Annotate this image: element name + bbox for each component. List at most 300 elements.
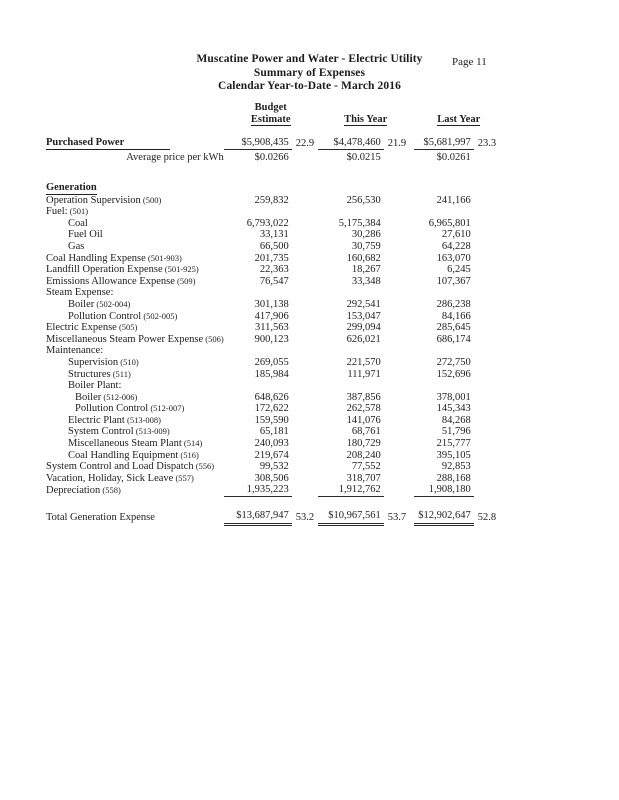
account-code: (512-006) [101,391,138,402]
account-code: (501-925) [162,264,199,275]
row-label-text: Supervision (510) [68,356,139,368]
estimate-header-label: Estimate [250,114,291,125]
amount-this-year: 153,047 [346,310,381,322]
amount-budget-estimate: 159,590 [254,414,289,426]
table-row [46,322,504,334]
header-spacer-cell [414,100,504,113]
pct-last-year [474,392,504,404]
pct-budget-estimate [292,461,318,473]
table-row [46,195,504,207]
amount-this-year [318,287,384,299]
row-label-text: Total Generation Expense [46,511,155,523]
amount-this-year: $10,967,561 [318,506,384,525]
row-label-text: Miscellaneous Steam Power Expense (506) [46,333,224,345]
amount-budget-estimate: 648,626 [254,391,289,403]
header-spacer-cell [46,100,224,113]
row-label [46,135,224,150]
row-label [46,241,224,253]
table-row [46,229,504,241]
amount-last-year: 215,777 [436,438,471,450]
pct-this-year [384,334,414,346]
amount-last-year: 107,367 [436,275,471,287]
pct-budget-estimate: 22.9 [295,137,315,149]
pct-last-year: 52.8 [477,511,497,523]
pct-this-year [384,206,414,218]
pct-last-year [474,322,504,334]
row-label-text: Fuel Oil [68,229,103,241]
amount-this-year [318,380,384,392]
table-row [46,392,504,404]
amount-last-year: 285,645 [436,322,471,334]
row-label-text: Boiler (512-006) [75,391,138,403]
pct-last-year [474,484,504,496]
column-header-row [46,113,504,126]
amount-this-year: 299,094 [346,322,381,334]
pct-this-year [384,461,414,473]
account-code: (506) [203,333,224,344]
table-row [46,135,504,150]
amount-last-year: 163,070 [436,252,471,264]
table-row [46,253,504,265]
row-label [46,206,224,218]
pct-budget-estimate [292,438,318,450]
row-label [46,253,224,265]
account-code: (500) [140,194,162,205]
table-row [46,357,504,369]
row-label-text: Electric Expense (505) [46,322,138,334]
amount-last-year: 1,908,180 [414,484,474,496]
table-row [46,484,504,496]
account-code: (505) [116,322,138,333]
pct-this-year: 53.7 [387,511,407,523]
pct-budget-estimate [292,182,318,195]
amount-last-year: 288,168 [436,472,471,484]
row-label-text: Boiler Plant: [68,380,122,392]
last-year-header-label: Last Year [437,114,481,125]
pct-this-year [384,450,414,462]
row-label-text: Pollution Control (512-007) [75,403,185,415]
row-label-text: Electric Plant (513-008) [68,414,161,426]
pct-budget-estimate [292,450,318,462]
pct-this-year [384,322,414,334]
row-label [46,334,224,346]
document-header [0,0,619,94]
pct-last-year [474,229,504,241]
spacer-row [46,126,504,135]
row-label [46,369,224,381]
pct-last-year [474,241,504,253]
pct-this-year [384,150,414,165]
row-label [46,195,224,207]
row-label-text: Maintenance: [46,345,104,357]
row-label-text: Emissions Allowance Expense (509) [46,275,196,287]
row-label [46,484,224,496]
pct-last-year [474,357,504,369]
table-row [46,426,504,438]
amount-this-year: 5,175,384 [338,217,381,229]
amount-budget-estimate: 259,832 [254,194,289,206]
row-label [46,426,224,438]
pct-last-year [474,253,504,265]
pct-budget-estimate [292,345,318,357]
pct-budget-estimate [292,369,318,381]
pct-budget-estimate [292,150,318,165]
table-row [46,380,504,392]
pct-budget-estimate [292,195,318,207]
pct-budget-estimate [292,311,318,323]
pct-this-year [384,287,414,299]
pct-last-year [474,450,504,462]
pct-last-year: 23.3 [477,137,497,149]
pct-this-year [384,392,414,404]
row-label [46,150,224,165]
pct-last-year [474,182,504,195]
table-row [46,369,504,381]
spacer-row [46,164,504,182]
amount-last-year: 378,001 [436,391,471,403]
row-label-text: Average price per kWh [126,152,224,164]
row-label-text: Coal Handling Expense (501-903) [46,252,182,264]
expense-table [46,100,504,526]
account-code: (502-005) [141,310,178,321]
budget-header-label: Budget [254,102,287,113]
amount-this-year: 30,759 [351,240,381,252]
pct-this-year [384,195,414,207]
pct-last-year [474,311,504,323]
pct-budget-estimate [292,276,318,288]
amount-last-year: $0.0261 [436,152,471,164]
account-code: (516) [178,449,199,460]
table-row [46,276,504,288]
table-row [46,506,504,525]
row-label [46,322,224,334]
row-label [46,506,224,525]
pct-this-year [384,426,414,438]
pct-last-year [474,473,504,485]
amount-last-year: $5,681,997 [414,135,474,150]
amount-budget-estimate [224,287,292,299]
pct-this-year [384,311,414,323]
row-label [46,403,224,415]
pct-last-year [474,369,504,381]
row-label-text: Gas [68,240,85,252]
pct-last-year [474,206,504,218]
amount-budget-estimate: 65,181 [259,426,289,438]
amount-last-year: 27,610 [441,229,471,241]
amount-last-year: 6,965,801 [428,217,471,229]
table-row [46,182,504,195]
row-label [46,218,224,230]
pct-last-year [474,403,504,415]
table-row [46,150,504,165]
row-label [46,357,224,369]
amount-budget-estimate: 219,674 [254,449,289,461]
pct-this-year [384,369,414,381]
header-spacer-cell [46,113,224,126]
row-label [46,182,224,195]
pct-this-year: 21.9 [387,137,407,149]
amount-this-year: 33,348 [351,275,381,287]
pct-budget-estimate [292,415,318,427]
amount-this-year: 221,570 [346,356,381,368]
row-label [46,299,224,311]
row-label-text: System Control and Load Dispatch (556) [46,461,215,473]
pct-this-year [384,415,414,427]
amount-this-year: 111,971 [347,368,381,380]
spacer-cell [46,497,504,507]
table-row [46,287,504,299]
row-label [46,392,224,404]
pct-this-year [384,264,414,276]
amount-last-year: 6,245 [447,264,471,276]
amount-last-year: 241,166 [436,194,471,206]
spacer-row [46,497,504,507]
amount-this-year: 256,530 [346,194,381,206]
amount-last-year: 84,268 [441,414,471,426]
account-code: (513-009) [133,426,170,437]
table-row [46,334,504,346]
amount-last-year: 145,343 [436,403,471,415]
expense-table-body [46,135,504,525]
amount-this-year: 1,912,762 [318,484,384,496]
amount-last-year: 395,105 [436,449,471,461]
table-row [46,450,504,462]
pct-budget-estimate [292,392,318,404]
account-code: (501-903) [145,252,182,263]
pct-budget-estimate [292,380,318,392]
row-label-text: Coal Handling Equipment (516) [68,449,199,461]
pct-budget-estimate: 53.2 [295,511,315,523]
amount-last-year [414,287,474,299]
column-header-budget-top [224,100,318,113]
table-row [46,461,504,473]
table-row [46,438,504,450]
table-row [46,218,504,230]
pct-budget-estimate [292,299,318,311]
pct-last-year [474,276,504,288]
amount-budget-estimate: 33,131 [259,229,289,241]
header-spacer-cell [318,100,414,113]
pct-last-year [474,287,504,299]
amount-budget-estimate: 269,055 [254,356,289,368]
row-label [46,450,224,462]
account-code: (510) [118,356,139,367]
amount-budget-estimate: 99,532 [259,461,289,473]
row-label-text: Miscellaneous Steam Plant (514) [68,438,203,450]
page-title: Muscatine Power and Water - Electric Utility [196,53,423,65]
amount-last-year [414,206,474,218]
amount-last-year: 152,696 [436,368,471,380]
pct-budget-estimate [292,206,318,218]
pct-this-year [384,182,414,195]
row-label-text: Structures (511) [68,368,131,380]
amount-budget-estimate: 185,984 [254,368,289,380]
account-code: (512-007) [148,403,185,414]
amount-this-year: 262,578 [346,403,381,415]
pct-last-year [474,150,504,165]
amount-this-year: 208,240 [346,449,381,461]
amount-this-year: 387,856 [346,391,381,403]
amount-budget-estimate: 66,500 [259,240,289,252]
table-row [46,345,504,357]
amount-last-year: 64,228 [441,240,471,252]
account-code: (511) [110,368,131,379]
account-code: (514) [181,438,203,449]
amount-budget-estimate: $5,908,435 [224,135,292,150]
column-header-this-year [318,113,414,126]
column-header-budget-estimate [224,113,318,126]
amount-last-year [414,345,474,357]
table-row [46,241,504,253]
amount-budget-estimate: 172,622 [254,403,289,415]
pct-budget-estimate [292,322,318,334]
row-label-text: Coal [68,217,88,229]
amount-this-year: 626,021 [346,333,381,345]
amount-this-year [318,345,384,357]
amount-budget-estimate: 6,793,022 [246,217,289,229]
amount-last-year [414,182,474,195]
row-label-text: System Control (513-009) [68,426,170,438]
pct-this-year [384,229,414,241]
pct-this-year [384,380,414,392]
pct-last-year [474,299,504,311]
table-row [46,299,504,311]
row-label [46,380,224,392]
amount-budget-estimate: 311,563 [254,322,289,334]
amount-this-year: 318,707 [346,472,381,484]
spacer-cell [46,126,504,135]
account-code: (558) [100,484,121,495]
row-label-text: Depreciation (558) [46,484,121,496]
account-code: (557) [173,472,194,483]
amount-last-year: 51,796 [441,426,471,438]
amount-budget-estimate [224,206,292,218]
pct-this-year [384,218,414,230]
amount-budget-estimate: 22,363 [259,264,289,276]
pct-last-year [474,195,504,207]
pct-last-year [474,264,504,276]
pct-budget-estimate [292,253,318,265]
table-row [46,473,504,485]
amount-last-year: $12,902,647 [414,506,474,525]
account-code: (556) [193,461,215,472]
pct-this-year [384,484,414,496]
pct-last-year [474,218,504,230]
pct-last-year [474,461,504,473]
amount-last-year: 686,174 [436,333,471,345]
period-line: Calendar Year-to-Date - March 2016 [218,80,401,92]
pct-this-year [384,438,414,450]
column-header-row-top [46,100,504,113]
table-row [46,206,504,218]
amount-this-year [318,182,384,195]
amount-budget-estimate [224,345,292,357]
amount-budget-estimate: $0.0266 [254,152,289,164]
pct-budget-estimate [292,426,318,438]
pct-last-year [474,380,504,392]
spacer-cell [46,164,504,182]
row-label-text: Purchased Power [46,137,170,150]
pct-budget-estimate [292,403,318,415]
page-number: Page 11 [452,56,487,68]
table-row [46,403,504,415]
account-code: (513-008) [124,414,161,425]
account-code: (501) [67,206,89,217]
amount-last-year [414,380,474,392]
amount-this-year: 180,729 [346,438,381,450]
amount-this-year: 30,286 [351,229,381,241]
row-label-text: Boiler (502-004) [68,298,131,310]
amount-this-year: $0.0215 [346,152,381,164]
this-year-header-label: This Year [344,114,388,125]
amount-budget-estimate: 301,138 [254,298,289,310]
row-label [46,276,224,288]
amount-last-year: 92,853 [441,461,471,473]
pct-budget-estimate [292,264,318,276]
pct-this-year [384,473,414,485]
row-label [46,473,224,485]
row-label-text: Steam Expense: [46,287,114,299]
row-label [46,438,224,450]
amount-this-year [318,206,384,218]
pct-this-year [384,357,414,369]
amount-last-year: 286,238 [436,298,471,310]
pct-last-year [474,426,504,438]
pct-this-year [384,299,414,311]
amount-budget-estimate: 308,506 [254,472,289,484]
row-label [46,287,224,299]
row-label [46,229,224,241]
row-label-text: Landfill Operation Expense (501-925) [46,264,199,276]
row-label [46,311,224,323]
row-label [46,345,224,357]
amount-this-year: 77,552 [351,461,381,473]
amount-this-year: 292,541 [346,298,381,310]
pct-budget-estimate [292,473,318,485]
row-label [46,264,224,276]
table-row [46,311,504,323]
row-label-text: Pollution Control (502-005) [68,310,178,322]
amount-budget-estimate: 201,735 [254,252,289,264]
row-label-text: Operation Supervision (500) [46,194,162,206]
table-row [46,264,504,276]
row-label [46,461,224,473]
pct-last-year [474,345,504,357]
amount-this-year: 160,682 [346,252,381,264]
amount-budget-estimate: $13,687,947 [224,506,292,525]
amount-budget-estimate: 900,123 [254,333,289,345]
row-label [46,415,224,427]
amount-this-year: $4,478,460 [318,135,384,150]
pct-last-year [474,334,504,346]
pct-budget-estimate [292,287,318,299]
pct-this-year [384,403,414,415]
amount-last-year: 84,166 [441,310,471,322]
amount-budget-estimate: 1,935,223 [224,484,292,496]
column-header-last-year [414,113,504,126]
pct-this-year [384,276,414,288]
pct-budget-estimate [292,357,318,369]
pct-budget-estimate [292,484,318,496]
pct-this-year [384,253,414,265]
row-label-text: Fuel: (501) [46,206,89,218]
amount-budget-estimate [224,182,292,195]
pct-budget-estimate [292,218,318,230]
amount-this-year: 68,761 [351,426,381,438]
account-code: (502-004) [94,298,131,309]
amount-budget-estimate: 76,547 [259,275,289,287]
amount-budget-estimate: 240,093 [254,438,289,450]
